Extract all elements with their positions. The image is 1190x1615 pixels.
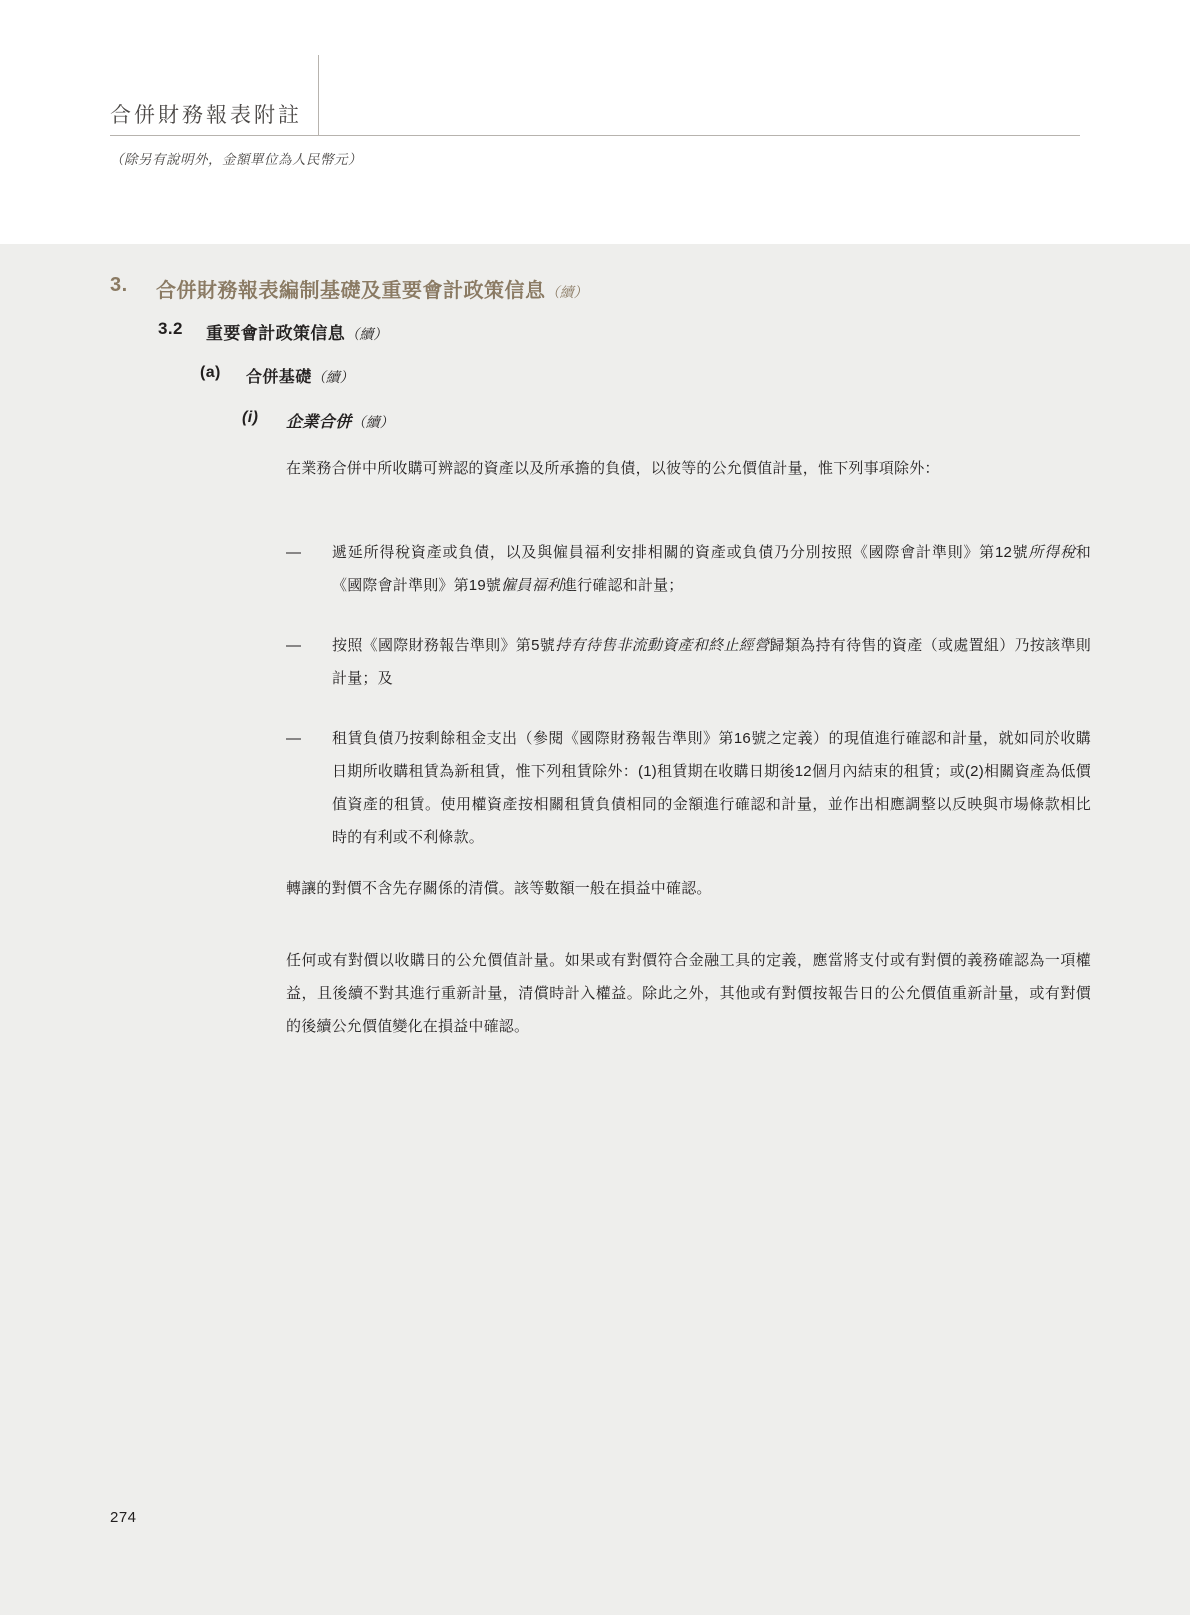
subsection-heading-text [246,364,354,387]
list-item-text [332,629,1091,695]
list-item-segment-italic: 所得稅 [1028,544,1076,561]
subsection-heading-title: 合併基礎 [246,369,312,386]
list-item-segment: 進行確認和計量； [561,577,684,594]
list-item-segment-italic: 持有待售非流動資產和終止經營 [555,637,770,654]
page-header-title: 合併財務報表附註 [110,103,302,127]
section-heading-number: 3.2 [158,319,183,338]
body-paragraph-2: 轉讓的對價不含先存關係的清償。該等數額一般在損益中確認。 [286,880,712,897]
subsection-heading [200,364,1090,387]
list-item-segment: 和《國際會計準則》第19號 [332,544,1091,594]
header-subtitle: （除另有說明外，金額單位為人民幣元） [110,152,362,167]
page-number: 274 [110,1509,137,1526]
list-item-text: 租賃負債乃按剩餘租金支出（參閱《國際財務報告準則》第16號之定義）的現值進行確認和計量，就如同於收購日期所收購租賃為新租賃，惟下列租賃除外：(1)租賃期在收購日期後12個月內結束的租賃；或(2)相關資產為低價值資產的租賃。使用權資產按相關租賃負債相同的金額進行確認和計量，並作出相應調整以反映與市場條款相比時的有利或不利條款。 [332,730,1091,846]
list-item-segment-italic: 僱員福利 [501,577,562,594]
subsubsection-heading [242,409,1092,432]
list-item-marker: — [286,637,302,654]
subsubsection-heading-number: (i) [242,409,259,426]
list-item [286,536,1091,602]
list-item [286,722,1091,854]
list-item-marker: — [286,544,302,561]
page-body [0,244,1190,1615]
note-heading [110,274,1090,303]
section-heading-title: 重要會計政策信息 [206,324,346,343]
header-vertical-divider [318,55,319,135]
list-item-text [332,536,1091,602]
note-heading-continued: （續） [545,284,588,300]
subsubsection-heading-text [286,409,394,432]
header-horizontal-divider [110,135,1080,136]
section-heading-continued: （續） [345,326,388,342]
subsection-heading-number: (a) [200,364,221,381]
list-item-segment: 遞延所得稅資產或負債，以及與僱員福利安排相關的資產或負債乃分別按照《國際會計準則》第12號 [332,544,1029,561]
body-paragraph-3: 任何或有對價以收購日的公允價值計量。如果或有對價符合金融工具的定義，應當將支付或有對價的義務確認為一項權益，且後續不對其進行重新計量，清償時計入權益。除此之外，其他或有對價按報告日的公允價值重新計量，或有對價的後續公允價值變化在損益中確認。 [286,952,1091,1035]
list-item-marker: — [286,730,302,747]
subsubsection-heading-continued: （續） [351,414,394,430]
list-item [286,629,1091,695]
note-heading-number: 3. [110,274,128,296]
note-heading-text [156,274,1090,303]
note-heading-title: 合併財務報表編制基礎及重要會計政策信息 [156,280,546,302]
section-heading-text [206,319,387,344]
list-item-segment: 歸類為持有待售的資產（或處置組）乃按該準則計量；及 [332,637,1092,687]
section-heading [158,319,1088,344]
subsection-heading-continued: （續） [311,369,354,385]
list-item-segment: 按照《國際財務報告準則》第5號 [332,637,556,654]
page-header [0,0,1190,244]
header-title-wrap [110,58,330,128]
subsubsection-heading-title: 企業合併 [286,414,352,431]
intro-paragraph: 在業務合併中所收購可辨認的資產以及所承擔的負債，以彼等的公允價值計量，惟下列事項除外： [286,460,940,477]
